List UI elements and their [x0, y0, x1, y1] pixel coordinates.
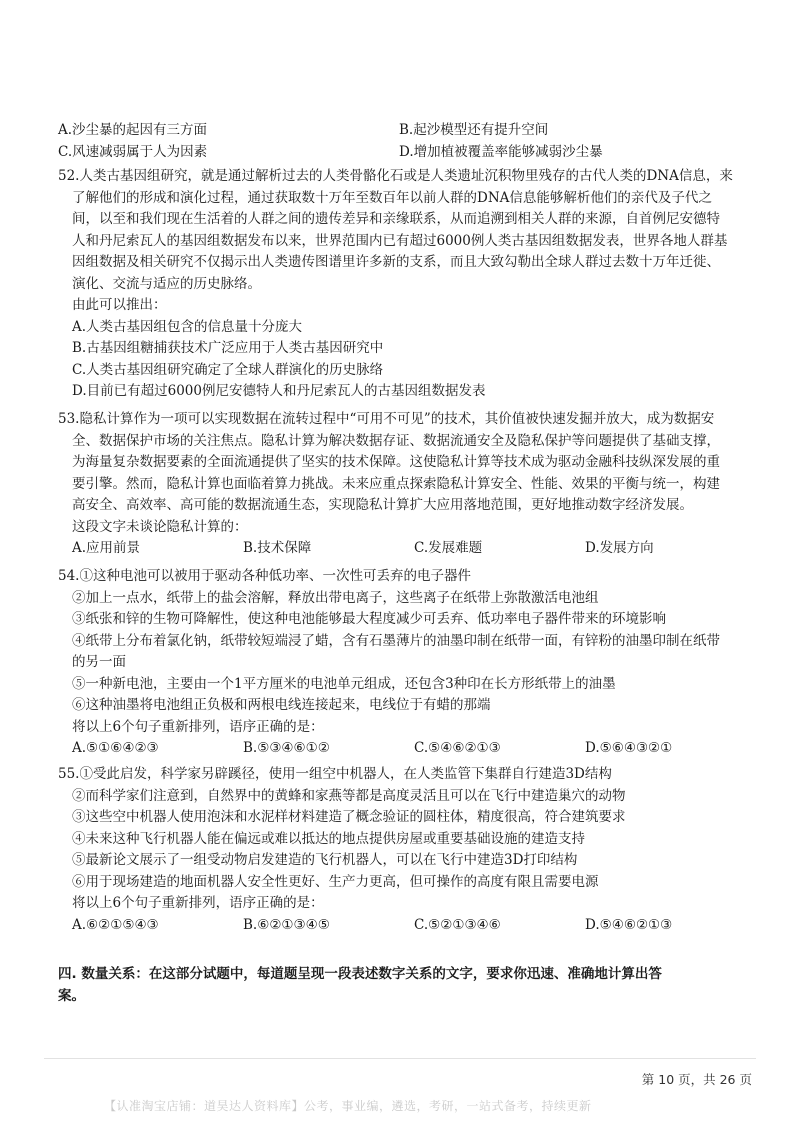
question-text-line: 要引擎。然而，隐私计算也面临着算力挑战。未来应重点探索隐私计算安全、性能、效果的平衡与统一，构建 [72, 475, 720, 492]
option-d: D.目前已有超过6000例尼安德特人和丹尼索瓦人的古基因组数据发表 [72, 383, 486, 399]
question-text-line: 因组数据及相关研究不仅揭示出人类遗传图谱里许多新的支系，而且大致勾勒出全球人群过去数十万年迁徙、 [72, 254, 720, 270]
option-a: A.应用前景 [72, 540, 141, 556]
question-prompt: 这段文字未谈论隐私计算的： [72, 518, 248, 535]
question-text-line: ②而科学家们注意到，自然界中的黄蜂和家燕等都是高度灵活且可以在飞行中建造巢穴的动物 [72, 787, 626, 804]
question-text-line: ③这些空中机器人使用泡沫和水泥样材料建造了概念验证的圆柱体，精度很高，符合建筑要求 [72, 809, 626, 825]
section-heading-line: 案。 [58, 988, 85, 1004]
question-text-line: 54.①这种电池可以被用于驱动各种低功率、一次性可丢弃的电子器件 [58, 568, 471, 584]
prev-question-options [58, 120, 758, 164]
question-text-line: 53.隐私计算作为一项可以实现数据在流转过程中“可用不可见”的技术，其价值被快速发掘并放大，成为数据安 [58, 411, 715, 427]
question-prompt: 将以上6个句子重新排列，语序正确的是： [72, 718, 324, 735]
question-text-line: ⑥这种油墨将电池组正负极和两根电线连接起来，电线位于有蜡的那端 [72, 697, 491, 713]
option-c: C.风速减弱属于人为因素 [58, 144, 208, 160]
question-text-line: 人和丹尼索瓦人的基因组数据发布以来，世界范围内已有超过6000例人类古基因组数据发表，世界各地人群基 [72, 232, 728, 249]
question-53 [58, 409, 764, 560]
question-text-line: ⑤最新论文展示了一组受动物启发建造的飞行机器人，可以在飞行中建造3D打印结构 [72, 852, 578, 868]
question-text-line: ⑥用于现场建造的地面机器人安全性更好、生产力更高，但可操作的高度有限且需要电源 [72, 873, 599, 890]
question-text-line: 高安全、高效率、高可能的数据流通生态，实现隐私计算扩大应用落地范围，更好地推动数字经济发展。 [72, 497, 693, 513]
question-text-line: 全、数据保护市场的关注焦点。隐私计算为解决数据存证、数据流通安全及隐私保护等问题提供了基础支撑， [72, 432, 720, 449]
question-text-line: 为海量复杂数据要素的全面流通提供了坚实的技术保障。这使隐私计算等技术成为驱动金融科技纵深发展的重 [72, 454, 720, 470]
option-b: B.⑥②①③④⑤ [243, 916, 330, 933]
option-d: D.增加植被覆盖率能够减弱沙尘暴 [399, 144, 603, 160]
option-b: B.⑤③④⑥①② [243, 740, 330, 756]
question-text-line: ⑤一种新电池，主要由一个1平方厘米的电池单元组成，还包含3种印在长方形纸带上的油墨 [72, 675, 616, 692]
option-a: A.人类古基因组包含的信息量十分庞大 [72, 318, 303, 335]
question-text-line: ②加上一点水，纸带上的盐会溶解，释放出带电离子，这些离子在纸带上弥散激活电池组 [72, 589, 599, 606]
option-c: C.⑤④⑥②①③ [414, 740, 501, 756]
option-b: B.古基因组糖捕获技术广泛应用于人类古基因研究中 [72, 340, 384, 356]
question-text-line: ④未来这种飞行机器人能在偏远或难以抵达的地点提供房屋或重要基础设施的建造支持 [72, 830, 585, 847]
question-text-line: 52.人类古基因组研究，就是通过解析过去的人类骨骼化石或是人类遗址沉积物里残存的古代人类的DNA信息，来 [58, 168, 733, 184]
question-text-line: ③纸张和锌的生物可降解性，使这种电池能够最大程度减少可丢弃、低功率电子器件带来的环境影响 [72, 611, 666, 627]
option-d: D.发展方向 [585, 540, 654, 556]
option-c: C.发展难题 [414, 540, 483, 556]
option-a: A.沙尘暴的起因有三方面 [58, 122, 208, 138]
option-a: A.⑤①⑥④②③ [72, 740, 159, 756]
option-d: D.⑤④⑥②①③ [585, 916, 673, 933]
option-b: B.技术保障 [243, 540, 312, 556]
watermark: 【认准淘宝店铺：道昊达人资料库】公考，事业编，遴选，考研，一站式备考，持续更新 [104, 1099, 592, 1113]
option-c: C.人类古基因组研究确定了全球人群演化的历史脉络 [72, 361, 384, 378]
question-prompt: 将以上6个句子重新排列，语序正确的是： [72, 895, 324, 911]
section-heading-line: 四. 数量关系：在这部分试题中，每道题呈现一段表述数字关系的文字，要求你迅速、准确地计算出答 [58, 966, 662, 982]
question-text-line: 间，以至和我们现在生活着的人群之间的遗传差异和亲缘联系，从而追溯到相关人群的来源，自首例尼安德特 [72, 211, 720, 227]
section-heading [58, 963, 764, 1007]
question-text-line: 演化、交流与适应的历史脉络。 [72, 275, 261, 292]
option-c: C.⑤②①③④⑥ [414, 916, 501, 933]
question-text-line: 的另一面 [72, 654, 126, 670]
question-text-line: 55.①受此启发，科学家另辟蹊径，使用一组空中机器人，在人类监管下集群自行建造3D结构 [58, 766, 612, 782]
option-a: A.⑥②①⑤④③ [72, 916, 159, 933]
question-text-line: 了解他们的形成和演化过程，通过获取数十万年至数百年以前人群的DNA信息能够解析他们的亲代及子代之 [72, 189, 712, 206]
option-b: B.起沙模型还有提升空间 [399, 122, 549, 138]
option-d: D.⑤⑥④③②① [585, 740, 673, 756]
footer-divider [44, 1058, 756, 1059]
question-text-line: ④纸带上分布着氯化钠，纸带较短端浸了蜡，含有石墨薄片的油墨印制在纸带一面，有锌粉的油墨印制在纸带 [72, 632, 720, 649]
question-prompt: 由此可以推出： [72, 297, 167, 313]
question-54 [58, 566, 764, 760]
question-55 [58, 764, 764, 937]
page-number: 第 10 页，共 26 页 [641, 1072, 752, 1087]
question-52 [58, 166, 764, 403]
